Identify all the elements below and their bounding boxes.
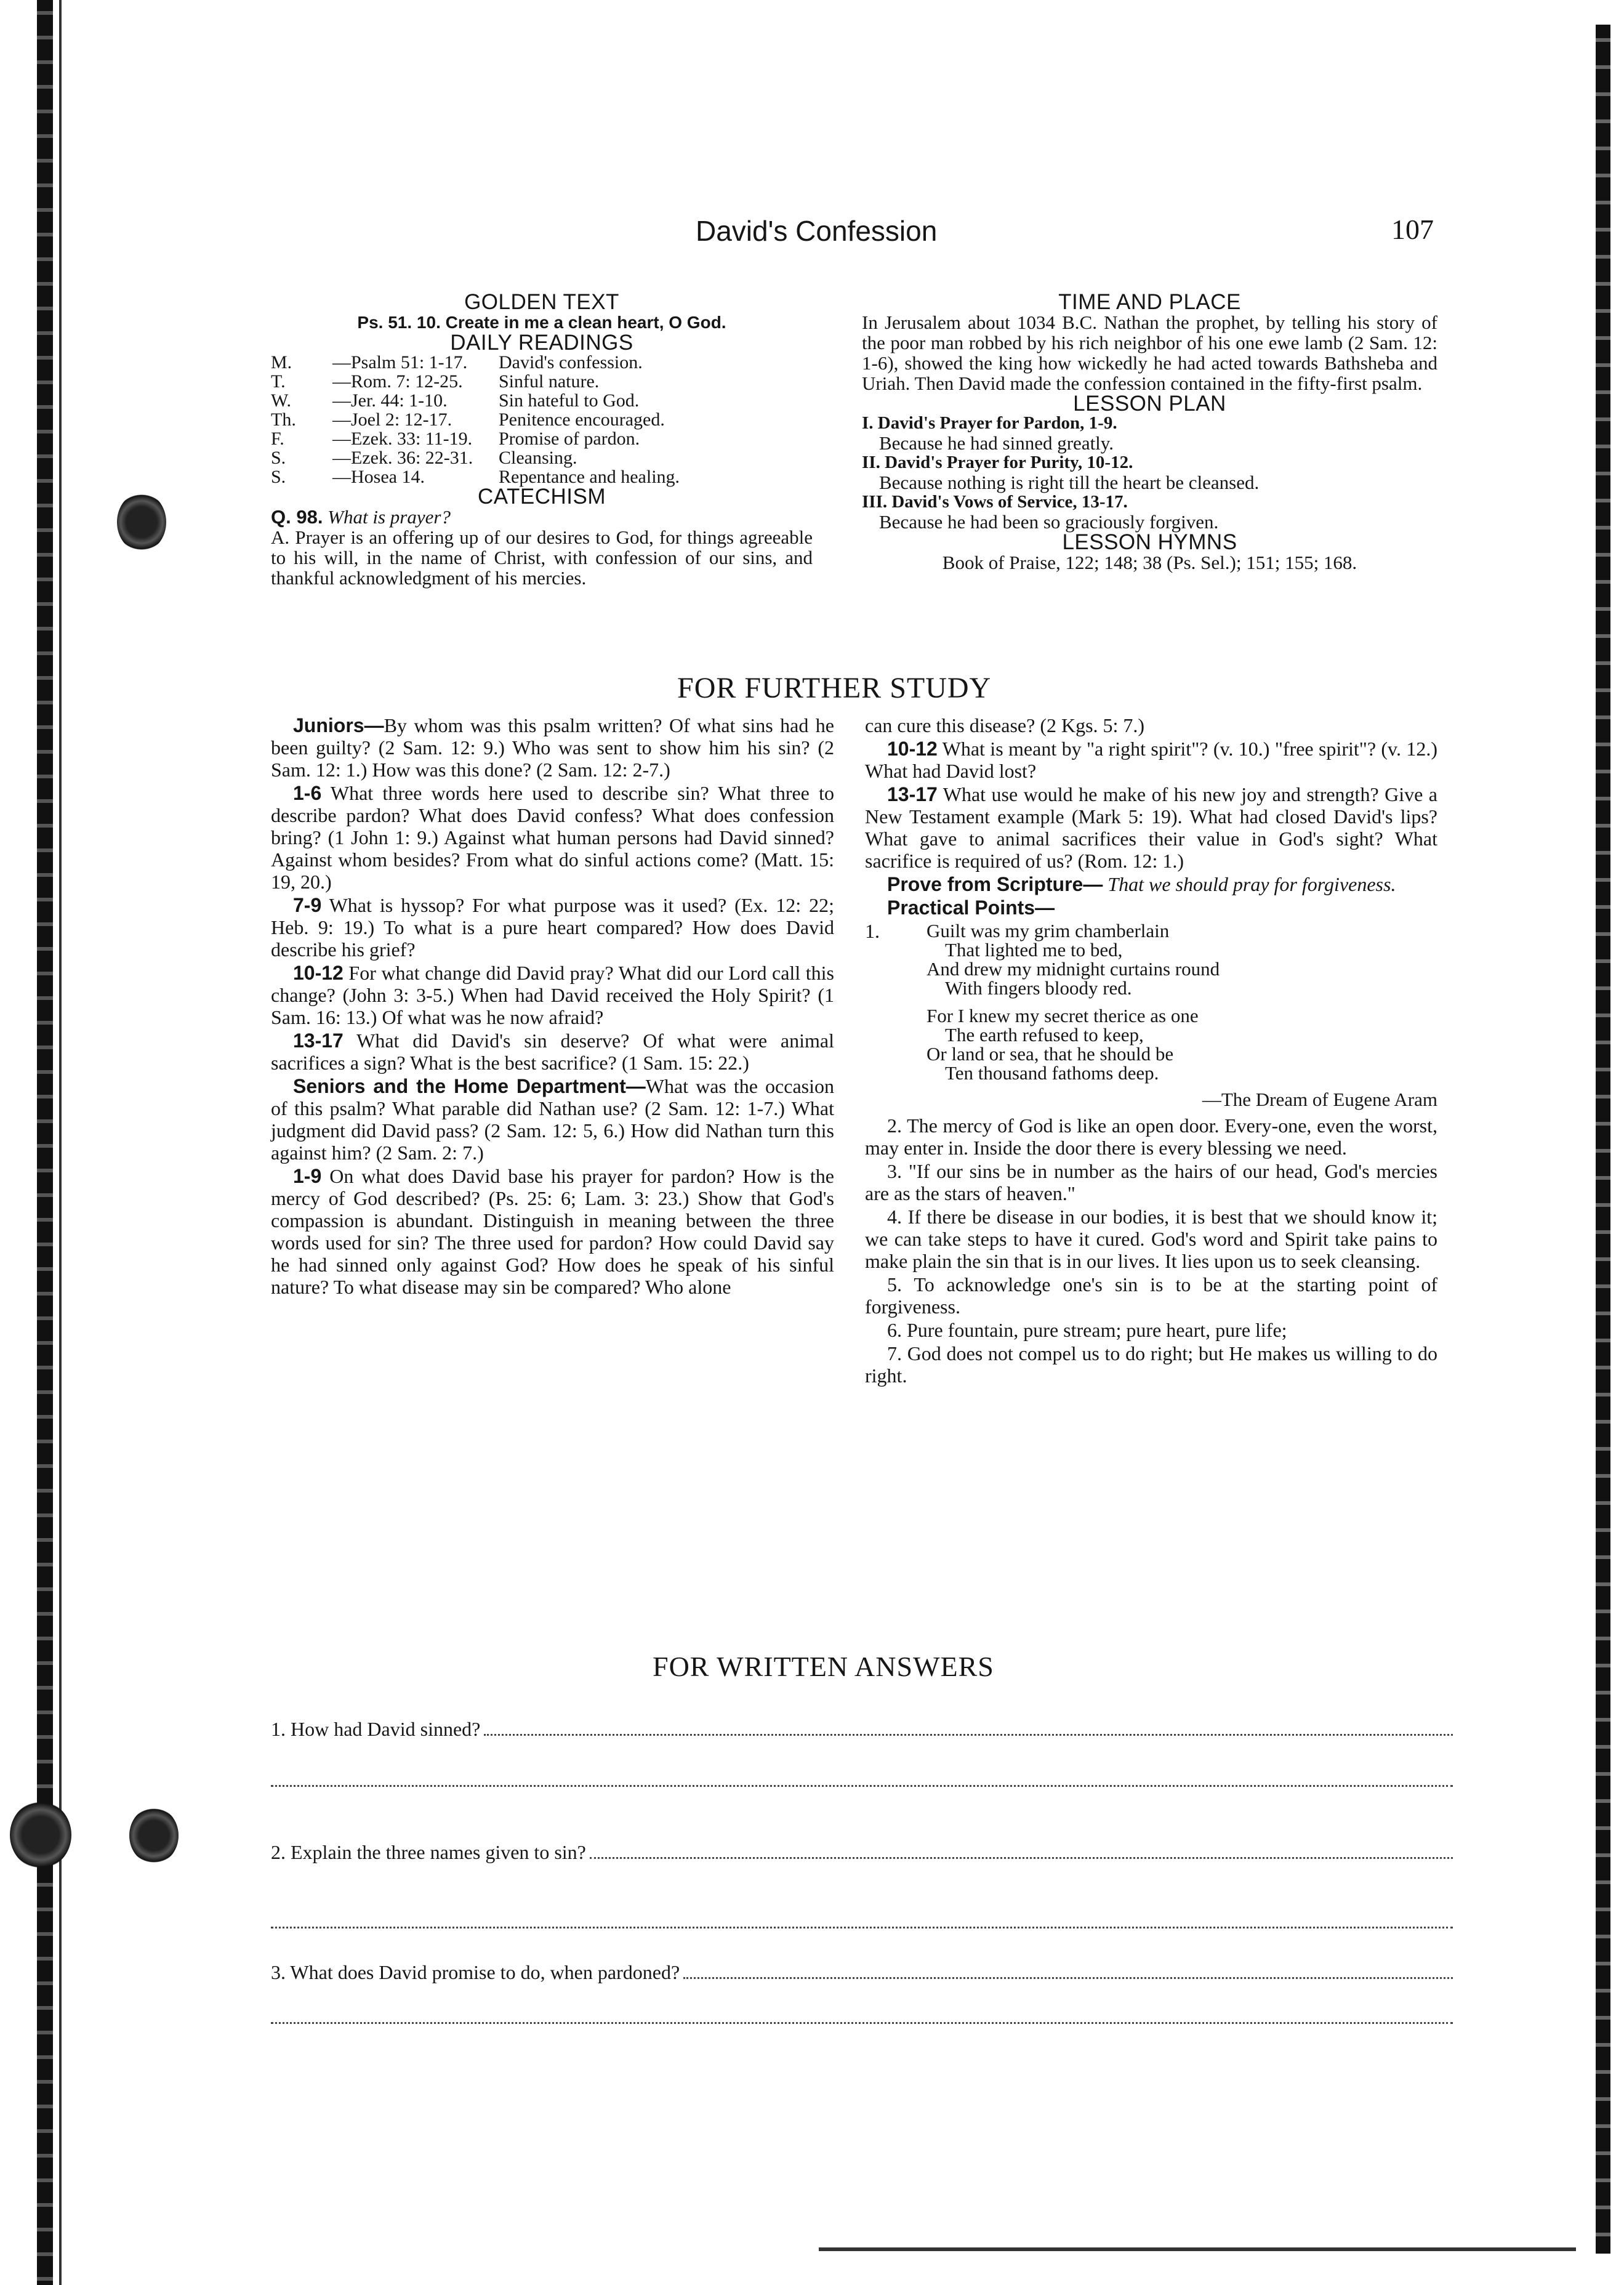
poem-line: The earth refused to keep, bbox=[945, 1024, 1144, 1046]
lesson-plan-item: III. David's Vows of Service, 13-17. bbox=[862, 492, 1128, 512]
reading-ref: —Rom. 7: 12-25. bbox=[332, 371, 463, 392]
practical-point: 5. To acknowledge one's sin is to be at the starting point of forgiveness. bbox=[865, 1273, 1437, 1318]
practical-point: 4. If there be disease in our bodies, it is best that we should know it; we can take steps to have it cured. God's word and Spirit take pains to make plain the sin that is in our lives. It lies upon us to seek cleansing. bbox=[865, 1206, 1437, 1272]
lesson-hymns-heading: LESSON HYMNS bbox=[1062, 530, 1237, 554]
study-paragraph bbox=[865, 738, 1437, 782]
lesson-info-left bbox=[271, 292, 813, 588]
reading-topic: Sin hateful to God. bbox=[499, 390, 640, 411]
study-paragraph bbox=[271, 782, 834, 893]
study-lead: 1-6 bbox=[293, 782, 322, 804]
study-lead: 7-9 bbox=[293, 894, 322, 916]
reading-day: W. bbox=[271, 390, 292, 411]
golden-text-heading: GOLDEN TEXT bbox=[464, 290, 619, 314]
prove-lead: Prove from Scripture— bbox=[887, 873, 1103, 895]
study-text: What three words here used to describe sin? What three to describe pardon? What does David confess? What does confession bring? (1 John 1: 9.) Against what human persons had David sinned? Against whom besides? From what do sinful actions come? (Matt. 15: 19, 20.) bbox=[271, 782, 834, 893]
page-number: 107 bbox=[1391, 214, 1434, 245]
lesson-plan-reason: Because he had sinned greatly. bbox=[879, 432, 1114, 454]
time-place-text: In Jerusalem about 1034 B.C. Nathan the prophet, by telling his story of the poor man robbed by his rich neighbor of his one ewe lamb (2 Sam. 12: 1-6), showed the king how wickedly he had acted towards Bathsheba and Uriah. Then David made the confession contained in the fifty-first psalm. bbox=[862, 312, 1437, 394]
running-head: David's Confession bbox=[696, 215, 938, 247]
practical-point-1 bbox=[865, 920, 1437, 1089]
written-answer-2 bbox=[271, 1841, 1453, 1928]
point-number: 1. bbox=[865, 920, 880, 942]
reading-day: S. bbox=[271, 448, 286, 468]
practical-points-list bbox=[865, 1114, 1437, 1387]
lesson-info-right bbox=[862, 292, 1437, 573]
poem-line: And drew my midnight curtains round bbox=[927, 958, 1220, 980]
study-lead: Seniors and the Home Department— bbox=[293, 1075, 646, 1097]
catechism-heading: CATECHISM bbox=[477, 485, 606, 509]
reading-day: T. bbox=[271, 371, 286, 392]
answer-line[interactable] bbox=[271, 2021, 1453, 2024]
reading-day: S. bbox=[271, 467, 286, 487]
continued-paragraph: can cure this disease? (2 Kgs. 5: 7.) bbox=[865, 714, 1145, 736]
study-text: What was the occasion of this psalm? What parable did Nathan use? (2 Sam. 12: 1-7.) What judgment did David pass? (2 Sam. 12: 5, 6.) How did Nathan turn this against him? (2 Sam. 2: 7.) bbox=[271, 1075, 835, 1164]
practical-point: 6. Pure fountain, pure stream; pure heart, pure life; bbox=[887, 1319, 1287, 1341]
study-lead: 13-17 bbox=[887, 783, 938, 805]
reading-topic: Penitence encouraged. bbox=[499, 409, 665, 430]
bottom-rule bbox=[819, 2247, 1576, 2251]
study-paragraph bbox=[271, 1030, 834, 1074]
reading-topic: Promise of pardon. bbox=[499, 429, 640, 449]
practical-point: 3. "If our sins be in number as the hairs of our head, God's mercies are as the stars of heaven." bbox=[865, 1160, 1437, 1204]
punch-hole bbox=[10, 1801, 71, 1869]
written-answer-3 bbox=[271, 1961, 1453, 2024]
punch-hole bbox=[129, 1807, 179, 1864]
study-text: By whom was this psalm written? Of what sins had he been guilty? (2 Sam. 12: 9.) Who was sent to show him his sin? (2 Sam. 12: 1.) How was this done? (2 Sam. 12: 2-7.) bbox=[271, 714, 834, 781]
study-lead: 10-12 bbox=[293, 962, 344, 984]
study-paragraph bbox=[865, 783, 1437, 872]
written-question: 2. Explain the three names given to sin? bbox=[271, 1841, 586, 1863]
study-text: What did David's sin deserve? Of what were animal sacrifices a sign? What is the best sacrifice? (1 Sam. 15: 22.) bbox=[271, 1030, 834, 1074]
further-study-title: FOR FURTHER STUDY bbox=[677, 672, 992, 704]
study-text: What is hyssop? For what purpose was it used? (Ex. 12: 22; Heb. 9: 19.) To what is a pure heart compared? How does David describe his grief? bbox=[271, 894, 834, 961]
poem-line: That lighted me to bed, bbox=[945, 939, 1123, 961]
time-place-heading: TIME AND PLACE bbox=[1058, 290, 1241, 314]
poem-line: With fingers bloody red. bbox=[945, 977, 1132, 999]
poem bbox=[927, 921, 1220, 1082]
catechism-q-text: What is prayer? bbox=[328, 506, 451, 528]
study-paragraph bbox=[271, 1075, 834, 1164]
practical-point: 2. The mercy of God is like an open door. Every-one, even the worst, may enter in. Inside the door there is every blessing we need. bbox=[865, 1114, 1437, 1159]
written-answer-1 bbox=[271, 1718, 1453, 1787]
study-text: On what does David base his prayer for pardon? How is the mercy of God described? (Ps. 25: 6; Lam. 3: 23.) Show that God's compassion is abundant. Distinguish in meaning between the three words used for sin? The three used for pardon? How could David say he had sinned only against God? How does he speak of his sinful nature? To what disease may sin be compared? Who alone bbox=[271, 1165, 834, 1298]
written-answers-title: FOR WRITTEN ANSWERS bbox=[653, 1651, 994, 1682]
further-study-right-column bbox=[865, 714, 1437, 1388]
reading-day: Th. bbox=[271, 409, 296, 430]
punch-hole bbox=[117, 493, 166, 552]
poem-line: Or land or sea, that he should be bbox=[927, 1043, 1174, 1065]
reading-ref: —Ezek. 36: 22-31. bbox=[332, 448, 473, 468]
daily-readings-heading: DAILY READINGS bbox=[450, 331, 633, 355]
written-question: 1. How had David sinned? bbox=[271, 1718, 481, 1740]
answer-line[interactable] bbox=[484, 1720, 1453, 1736]
lesson-hymns-text: Book of Praise, 122; 148; 38 (Ps. Sel.); 151; 155; 168. bbox=[942, 552, 1357, 573]
reading-topic: David's confession. bbox=[499, 352, 643, 373]
written-question: 3. What does David promise to do, when pardoned? bbox=[271, 1961, 680, 1983]
practical-point: 7. God does not compel us to do right; but He makes us willing to do right. bbox=[865, 1342, 1437, 1387]
prove-text: That we should pray for forgiveness. bbox=[1107, 873, 1396, 895]
reading-day: M. bbox=[271, 352, 292, 373]
poem-line: Guilt was my grim chamberlain bbox=[927, 920, 1170, 941]
page-binding-right bbox=[1596, 25, 1610, 2254]
study-lead: Juniors— bbox=[293, 714, 384, 736]
catechism-q-label: Q. 98. bbox=[271, 506, 323, 528]
answer-line[interactable] bbox=[271, 1925, 1453, 1928]
further-study-left-column bbox=[271, 714, 834, 1299]
lesson-plan-heading: LESSON PLAN bbox=[1073, 392, 1226, 416]
study-lead: 13-17 bbox=[293, 1030, 344, 1052]
page-binding-line bbox=[59, 0, 62, 2285]
reading-topic: Sinful nature. bbox=[499, 371, 600, 392]
study-text: What is meant by "a right spirit"? (v. 10.) "free spirit"? (v. 12.) What had David lost? bbox=[865, 738, 1437, 782]
lesson-plan-reason: Because he had been so graciously forgiven. bbox=[879, 511, 1219, 533]
study-paragraph bbox=[271, 962, 834, 1028]
answer-line[interactable] bbox=[590, 1844, 1453, 1859]
study-paragraph bbox=[271, 894, 834, 961]
reading-topic: Cleansing. bbox=[499, 448, 577, 468]
reading-ref: —Jer. 44: 1-10. bbox=[332, 390, 448, 411]
lesson-plan-reason: Because nothing is right till the heart be cleansed. bbox=[879, 472, 1260, 493]
poem-attribution: —The Dream of Eugene Aram bbox=[1202, 1089, 1437, 1110]
study-lead: 1-9 bbox=[293, 1165, 322, 1187]
lesson-plan-item: II. David's Prayer for Purity, 10-12. bbox=[862, 453, 1133, 472]
lesson-plan-list bbox=[862, 414, 1437, 532]
lesson-plan-item: I. David's Prayer for Pardon, 1-9. bbox=[862, 413, 1117, 433]
study-text: What use would he make of his new joy and strength? Give a New Testament example (Mark 5: 19). What had closed David's lips? What gave to animal sacrifices their value in God's sight? What sacrifice is required of us? (Rom. 12: 1.) bbox=[865, 783, 1437, 872]
reading-ref: —Psalm 51: 1-17. bbox=[332, 352, 468, 373]
further-study-right-paragraphs bbox=[865, 738, 1437, 872]
prove-from-scripture bbox=[865, 873, 1437, 895]
study-paragraph bbox=[271, 714, 834, 781]
reading-day: F. bbox=[271, 429, 284, 449]
answer-line[interactable] bbox=[683, 1964, 1453, 1979]
study-paragraph bbox=[271, 1165, 834, 1298]
study-lead: 10-12 bbox=[887, 738, 938, 760]
reading-ref: —Ezek. 33: 11-19. bbox=[332, 429, 473, 449]
poem-line: Ten thousand fathoms deep. bbox=[945, 1062, 1159, 1084]
study-text: For what change did David pray? What did our Lord call this change? (John 3: 3-5.) When had David received the Holy Spirit? (1 Sam. 16: 13.) Of what was he now afraid? bbox=[271, 962, 834, 1028]
catechism-answer: A. Prayer is an offering up of our desires to God, for things agreeable to his will, in the name of Christ, with confession of our sins, and thankful acknowledgment of his mercies. bbox=[271, 526, 813, 589]
golden-text-body: Create in me a clean heart, O God. bbox=[445, 313, 726, 332]
golden-text bbox=[271, 312, 813, 332]
reading-ref: —Hosea 14. bbox=[332, 467, 425, 487]
catechism-question bbox=[271, 507, 813, 527]
practical-points-heading: Practical Points— bbox=[887, 897, 1055, 919]
golden-text-reference: Ps. 51. 10. bbox=[357, 313, 441, 332]
answer-line[interactable] bbox=[271, 1784, 1453, 1787]
poem-line: For I knew my secret therice as one bbox=[927, 1005, 1199, 1026]
reading-topic: Repentance and healing. bbox=[499, 467, 680, 487]
daily-readings-list bbox=[271, 353, 813, 486]
page-binding-left bbox=[37, 0, 53, 2285]
reading-ref: —Joel 2: 12-17. bbox=[332, 409, 452, 430]
